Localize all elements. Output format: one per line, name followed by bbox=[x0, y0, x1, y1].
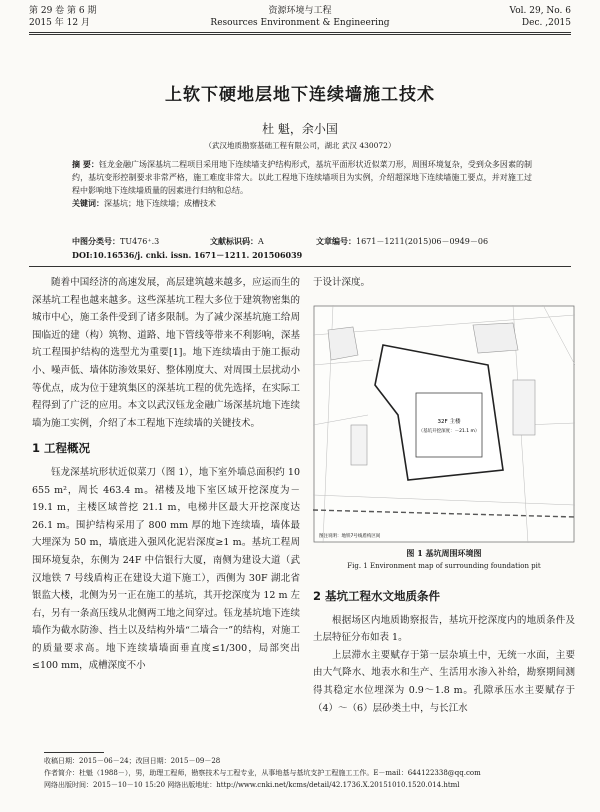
tower-depth-label: （基坑开挖深度：－21.1 m） bbox=[418, 429, 480, 434]
paper-title: 上软下硬地层地下连续墙施工技术 bbox=[165, 85, 435, 105]
figure-caption-cn: 图 1 基坑周围环境图 bbox=[406, 548, 482, 558]
article-value: 1671－1211(2015)06－0949－06 bbox=[356, 237, 489, 246]
authors: 杜 魁，余小国 bbox=[262, 122, 338, 136]
section-1-heading: 1 工程概况 bbox=[32, 441, 91, 456]
figure-note: 图注说明：地铁7号线盾构区间 bbox=[319, 534, 381, 539]
right-column-top bbox=[313, 274, 575, 292]
clc-value: TU476⁺.3 bbox=[120, 237, 160, 246]
footnote-rule bbox=[44, 752, 104, 753]
date-en: Dec. ,2015 bbox=[521, 18, 571, 28]
doc-code bbox=[210, 236, 264, 247]
volume-en: Vol. 29, No. 6 bbox=[509, 6, 571, 16]
left-column bbox=[32, 274, 300, 675]
date-cn: 2015 年 12 月 bbox=[29, 18, 90, 28]
section-2-heading: 2 基坑工程水文地质条件 bbox=[313, 589, 441, 603]
keywords-label: 关键词： bbox=[72, 198, 104, 208]
keywords-text: 深基坑；地下连续墙；成槽技术 bbox=[104, 199, 216, 208]
volume-cn: 第 29 卷 第 6 期 bbox=[29, 6, 97, 16]
abstract-label: 摘 要： bbox=[72, 159, 99, 169]
article-number bbox=[316, 236, 488, 247]
section-2-paragraph-1: 根据场区内地质勘察报告，基坑开挖深度内的地质条件及土层特征分布如表 1。 bbox=[313, 614, 575, 644]
continued-text: 于设计深度。 bbox=[313, 277, 371, 288]
abstract-text: 钰龙金融广场深基坑二程项目采用地下连续墙支护结构形式，基坑平面形状近似菜刀形，周围环境复杂，受到众多因素的制约，基坑变形控制要求非常严格，施工难度非常大。以此工程地下连续墙项目为实例，介绍超深地下连续墙施工要点，并对施工过程中影响地下连续墙质量的因素进行归纳和总结。 bbox=[72, 160, 532, 195]
figure-1 bbox=[313, 305, 575, 543]
section-1-paragraph: 钰龙深基坑形状近似菜刀（图 1），地下室外墙总面积约 10 655 m²，周长 463.4 m。裙楼及地下室区域开挖深度为－19.1 m，主楼区域普挖 21.1 m，电梯井区最大开挖深度达 26.1 m。围护结构采用了 800 mm 厚的地下连续墙，墙体最大埋深为 50 m，墙底进入强风化泥岩深度≥1 m。基坑工程周围环境复杂，东侧为 24F 中信银行大厦，南侧为建设大道（武汉地铁 7 号线盾构正在建设大道下施工），西侧为 30F 湖北省银监大楼，北侧为另一正在施工的基坑，其开挖深度为 12 m 左右，另有一条高压线从北侧两工地之间穿过。钰龙基坑地下连续墙作为截水防渗、挡土以及结构外墙“二墙合一”的结构，对施工的质量要求高。地下连续墙墙面垂直度≤1/300，局部突出≤100 mm，成槽深度不小 bbox=[32, 466, 300, 672]
abstract bbox=[72, 158, 532, 197]
intro-paragraph: 随着中国经济的高速发展，高层建筑越来越多，应运而生的深基坑工程也越来越多。这些深基坑工程大多位于建筑物密集的城市中心，施工条件受到了诸多限制。为了减少深基坑施工给周围临近的建（构）筑物、道路、地下管线等带来不利影响，深基坑工程围护结构的选型尤为重要[1]。地下连续墙由于施工振动小、噪声低、墙体防渗效果好、整体刚度大、对周围土层扰动小等优点，成为位于建筑集区的深基坑工程的优先选择，在实际工程得到了广泛的应用。本文以武汉钰龙金融广场深基坑地下连续墙为施工实例，介绍了本工程地下连续墙的关键技术。 bbox=[32, 277, 300, 429]
clc-code bbox=[72, 236, 159, 247]
doi: DOI:10.16536/j. cnki. issn. 1671－1211. 201506039 bbox=[72, 250, 303, 260]
footnote-online: 网络出版时间：2015－10－10 15:20 网络出版地址：http://www.cnki.net/kcms/detail/42.1736.X.20151010.1520.014.html bbox=[44, 781, 460, 789]
tower-label: 32F 主楼 bbox=[437, 419, 461, 425]
main-tower bbox=[416, 393, 482, 457]
clc-label: 中图分类号： bbox=[72, 236, 120, 246]
section-2-paragraph-2: 上层滞水主要赋存于第一层杂填土中，无统一水面，主要由大气降水、地表水和生产、生活用水渗入补给，勘察期间测得其稳定水位埋深为 0.9～1.8 m。孔隙承压水主要赋存于（4）～（6）层砂类土中，与长江水 bbox=[313, 649, 575, 714]
journal-en: Resources Environment & Engineering bbox=[210, 18, 390, 28]
journal-cn: 资源环境与工程 bbox=[268, 6, 332, 16]
ne-block bbox=[473, 323, 518, 353]
footnote-author: 作者简介：杜魁（1988－），男，助理工程师，勘察技术与工程专业，从事地基与基坑支护工程施工工作。E－mail：644122338@qq.com bbox=[44, 769, 481, 777]
right-column-bottom bbox=[313, 588, 575, 717]
header-rule bbox=[29, 32, 571, 33]
doc-label: 文献标识码： bbox=[210, 236, 258, 246]
affiliation: （武汉地质勘察基础工程有限公司，湖北 武汉 430072） bbox=[204, 141, 396, 150]
footnote-received: 收稿日期：2015－06－24；改回日期：2015－09－28 bbox=[44, 757, 221, 765]
doc-value: A bbox=[258, 237, 264, 246]
figure-caption-en: Fig. 1 Environment map of surrounding foundation pit bbox=[347, 562, 541, 570]
east-building bbox=[513, 380, 535, 435]
header-rule-2 bbox=[29, 34, 571, 35]
keywords bbox=[72, 197, 532, 210]
abstract-rule bbox=[29, 266, 571, 267]
site-map bbox=[313, 305, 575, 543]
west-building bbox=[351, 425, 367, 465]
article-label: 文章编号： bbox=[316, 236, 356, 246]
abstract-block bbox=[72, 158, 532, 210]
north-block bbox=[328, 327, 358, 360]
